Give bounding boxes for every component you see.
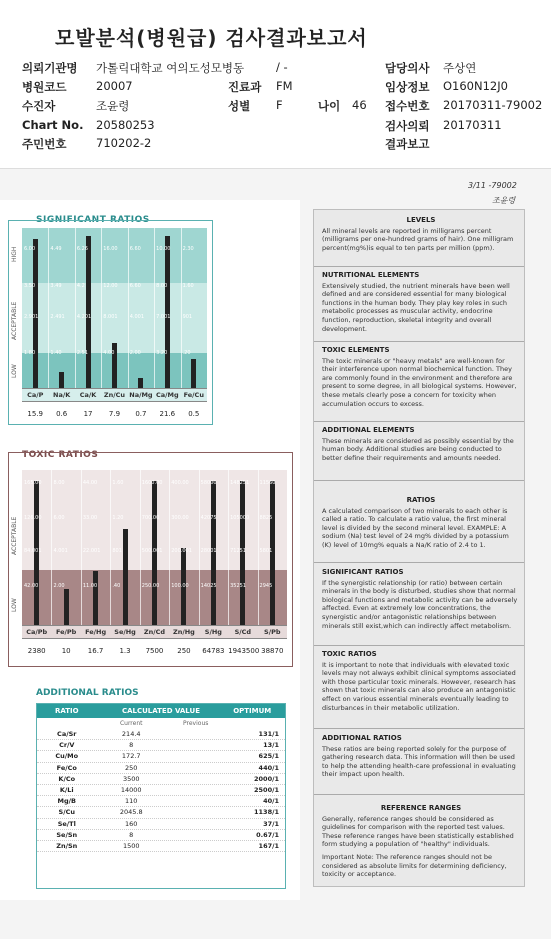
significant-tick-label: 6.00 bbox=[24, 246, 36, 252]
report-title: 모발분석(병원급) 검사결과보고서 bbox=[55, 26, 368, 50]
significant-tick-label: 2.901 bbox=[24, 314, 39, 320]
table-row bbox=[37, 729, 285, 740]
significant-tick-label: 10.00 bbox=[156, 246, 171, 252]
toxic-tick-label: 35251 bbox=[230, 583, 247, 589]
significant-column-value: 15.9 bbox=[27, 410, 43, 418]
significant-tick-label: 4.00 bbox=[103, 350, 115, 356]
significant-tick-label: 6.60 bbox=[129, 246, 141, 252]
reference-ranges-section bbox=[322, 804, 520, 879]
toxic-zone-label-low: LOW bbox=[11, 598, 18, 612]
current-cell: 214.4 bbox=[121, 730, 141, 739]
ratio-cell: Mg/B bbox=[57, 797, 76, 806]
dept-value: FM bbox=[276, 79, 293, 93]
toxic-ratios-section bbox=[322, 650, 520, 712]
toxic-tick-label: 105000 bbox=[230, 515, 250, 521]
toxic-col-divider bbox=[228, 470, 229, 625]
significant-ratios-heading: SIGNIFICANT RATIOS bbox=[322, 568, 404, 576]
receipt-value: 20170311-79002 bbox=[443, 98, 543, 112]
ratio-cell: Se/Sn bbox=[56, 830, 78, 839]
significant-col-divider bbox=[48, 228, 49, 388]
significant-col-divider bbox=[181, 228, 182, 388]
toxic-tick-label: 2945 bbox=[259, 583, 273, 589]
significant-column-label: Na/Mg bbox=[129, 391, 153, 399]
significant-tick-label: 2.00 bbox=[129, 350, 141, 356]
toxic-tick-label: 1600.00 bbox=[141, 480, 163, 486]
hospital-code-label: 병원코드 bbox=[22, 80, 67, 94]
significant-column-value: 0.5 bbox=[188, 410, 200, 418]
ratio-cell: Fe/Co bbox=[56, 763, 77, 772]
institution-label: 의뢰기관명 bbox=[22, 61, 78, 75]
toxic-tick-label: 84.001 bbox=[24, 548, 42, 554]
toxic-column-value: 10 bbox=[61, 647, 71, 655]
significant-ratios-text: If the synergistic relationship (or ratio) between certain minerals in the body is disturbed, studies show that normal biological functions and metabolic activity can be adversely affected. Even at extremely low concentrations, the synergistic and/or antagonistic relationships between minerals still exist,which can indirectly affect metabolism. bbox=[322, 578, 518, 630]
toxic-tick-label: 11560 bbox=[259, 480, 276, 486]
additional-ratios-title: ADDITIONAL RATIOS bbox=[36, 688, 139, 698]
col-previous: Previous bbox=[183, 720, 209, 727]
toxic-column-value: 64783 bbox=[202, 647, 225, 655]
handwritten-note-1: 3/11 -79002 bbox=[468, 181, 517, 190]
significant-tick-label: 4.49 bbox=[50, 246, 62, 252]
significant-column-value: 21.6 bbox=[159, 410, 176, 418]
significant-column-label: Ca/P bbox=[27, 391, 44, 399]
toxic-tick-label: 2.00 bbox=[53, 583, 65, 589]
institution-row bbox=[22, 60, 78, 76]
toxic-column-label: Zn/Hg bbox=[173, 628, 195, 636]
toxic-tick-label: 5801 bbox=[259, 548, 273, 554]
significant-column-label: Fe/Cu bbox=[183, 391, 204, 399]
toxic-col-divider bbox=[199, 470, 200, 625]
toxic-column-value: 2380 bbox=[27, 647, 46, 655]
hospital-code-value: 20007 bbox=[96, 79, 133, 93]
patient-value: 조윤령 bbox=[96, 99, 130, 113]
toxic-tick-label: 14025 bbox=[200, 583, 217, 589]
significant-ratios-section bbox=[322, 568, 520, 630]
optimum-cell: 0.67/1 bbox=[256, 830, 280, 839]
sex-label: 성별 bbox=[228, 99, 251, 113]
ratio-cell: Ca/Sr bbox=[57, 730, 77, 739]
toxic-column-value: 1.3 bbox=[119, 647, 131, 655]
toxic-tick-label: 250.00 bbox=[141, 583, 160, 589]
toxic-tick-label: 8825 bbox=[259, 515, 273, 521]
toxic-elements-heading: TOXIC ELEMENTS bbox=[322, 346, 390, 354]
levels-text: All mineral levels are reported in milligrams percent (milligrams per one-hundred grams of hair). One milligram percent(mg%)is equal to ten parts per million (ppm). bbox=[322, 226, 514, 252]
current-cell: 1500 bbox=[122, 841, 140, 850]
significant-col-divider bbox=[128, 228, 129, 388]
additional-elements-section bbox=[322, 426, 520, 462]
significant-tick-label: 4.201 bbox=[76, 314, 92, 320]
optimum-cell: 2500/1 bbox=[254, 786, 280, 795]
significant-col-divider bbox=[75, 228, 76, 388]
table-row bbox=[37, 751, 285, 762]
significant-tick-label: .20 bbox=[182, 350, 191, 356]
toxic-tick-label: 400.00 bbox=[171, 480, 189, 486]
ratio-cell: K/Co bbox=[58, 774, 76, 783]
toxic-column-value: 250 bbox=[177, 647, 191, 655]
significant-tick-label: 3.49 bbox=[50, 283, 62, 289]
current-cell: 2045.8 bbox=[119, 808, 143, 817]
institution-extra: / - bbox=[276, 60, 288, 74]
patient-label: 수진자 bbox=[22, 99, 56, 113]
significant-tick-label: 3.20 bbox=[156, 350, 168, 356]
report-header bbox=[0, 0, 551, 168]
col-optimum: OPTIMUM bbox=[233, 707, 272, 715]
significant-ratios-title: SIGNIFICANT RATIOS bbox=[36, 215, 150, 225]
significant-tick-label: 901 bbox=[182, 314, 193, 320]
significant-column-value: 0.7 bbox=[135, 410, 147, 418]
toxic-bar bbox=[64, 589, 69, 625]
optimum-cell: 440/1 bbox=[258, 763, 280, 772]
significant-tick-label: 7.001 bbox=[156, 314, 171, 320]
high-zone bbox=[22, 228, 207, 283]
request-value: 20170311 bbox=[443, 118, 502, 132]
additional-elements-text: These minerals are considered as possibly essential by the human body. Additional studies are being conducted to better define their requirements and amounts needed. bbox=[322, 436, 514, 462]
table-row bbox=[37, 819, 285, 830]
toxic-col-divider bbox=[51, 470, 52, 625]
sex-value: F bbox=[276, 98, 283, 112]
significant-tick-label: 2.51 bbox=[76, 350, 88, 356]
significant-column-label: Ca/Mg bbox=[156, 391, 179, 399]
toxic-tick-label: 33.00 bbox=[82, 515, 98, 521]
dept-label: 진료과 bbox=[228, 80, 262, 94]
table-row bbox=[37, 763, 285, 774]
significant-tick-label: 16.00 bbox=[103, 246, 118, 252]
additional-ratios-heading: ADDITIONAL RATIOS bbox=[322, 734, 402, 742]
toxic-column-label: Fe/Pb bbox=[55, 628, 77, 636]
toxic-column-label: Ca/Pb bbox=[26, 628, 48, 636]
toxic-tick-label: 28001 bbox=[200, 548, 217, 554]
toxic-tick-label: 42075 bbox=[200, 515, 217, 521]
toxic-column-label: Fe/Hg bbox=[85, 628, 107, 636]
toxic-bar bbox=[123, 529, 128, 625]
optimum-cell: 625/1 bbox=[258, 752, 280, 761]
report-label: 결과보고 bbox=[385, 137, 430, 151]
significant-tick-label: 1.60 bbox=[182, 283, 194, 289]
significant-tick-label: 2.491 bbox=[50, 314, 65, 320]
current-cell: 3500 bbox=[122, 774, 140, 783]
col-ratio: RATIO bbox=[54, 707, 79, 715]
additional-ratios-section bbox=[322, 734, 520, 779]
significant-tick-label: 12.00 bbox=[103, 283, 118, 289]
table-row bbox=[37, 841, 285, 852]
toxic-tick-label: 148251 bbox=[230, 480, 250, 486]
info-panel bbox=[313, 209, 525, 887]
table-row bbox=[37, 807, 285, 818]
table-row bbox=[37, 774, 285, 785]
toxic-tick-label: 165.00 bbox=[24, 480, 42, 486]
chart-no-label: Chart No. bbox=[22, 118, 84, 132]
toxic-tick-label: 1.60 bbox=[112, 480, 124, 486]
zone-label-acceptable: ACCEPTABLE bbox=[11, 301, 18, 340]
clinical-value: O160N12J0 bbox=[443, 79, 508, 93]
levels-section bbox=[322, 216, 520, 252]
levels-heading: LEVELS bbox=[406, 216, 436, 224]
reference-ranges-text: Generally, reference ranges should be considered as guidelines for comparison with the reported test values. These reference ranges have been statistically established form studying a population of "healthy" individuals. bbox=[322, 814, 514, 849]
significant-column-value: 17 bbox=[83, 410, 93, 418]
toxic-tick-label: 500.001 bbox=[141, 548, 163, 554]
age-label: 나이 bbox=[318, 99, 341, 113]
handwritten-note-2: 조윤령 bbox=[492, 196, 516, 205]
toxic-tick-label: 4.001 bbox=[53, 548, 68, 554]
toxic-ratios-text: It is important to note that individuals with elevated toxic levels may not always exhibit clinical symptoms associated with those particular toxic minerals. However, research has shown that toxic minerals can also produce an antagonistic effect on various essential minerals eventually leading to disturbances in their metabolic utilization. bbox=[322, 660, 516, 712]
significant-column-label: Na/K bbox=[53, 391, 71, 399]
optimum-cell: 1138/1 bbox=[254, 808, 280, 817]
significant-bar bbox=[138, 378, 143, 388]
toxic-column-value: 38870 bbox=[261, 647, 284, 655]
toxic-tick-label: 700.00 bbox=[141, 515, 160, 521]
zone-label-high: HIGH bbox=[11, 246, 18, 262]
significant-column-value: 0.6 bbox=[56, 410, 68, 418]
additional-elements-heading: ADDITIONAL ELEMENTS bbox=[322, 426, 415, 434]
nutritional-section bbox=[322, 271, 520, 333]
toxic-tick-label: 100.00 bbox=[171, 583, 189, 589]
toxic-tick-label: 8.00 bbox=[53, 480, 65, 486]
significant-col-divider bbox=[101, 228, 102, 388]
toxic-elements-text: The toxic minerals or "heavy metals" are well-known for their interference upon normal biochemical function. They are commonly found in the environment and therefore are present to some degree, in all biological systems. However, these metals clearly pose a concern for toxicity when accumulation occurs to excess. bbox=[322, 356, 517, 408]
significant-column-value: 7.9 bbox=[108, 410, 121, 418]
significant-tick-label: 6.60 bbox=[129, 283, 141, 289]
significant-bar bbox=[165, 236, 170, 388]
toxic-col-divider bbox=[110, 470, 111, 625]
table-row bbox=[37, 796, 285, 807]
significant-tick-label: 2.30 bbox=[182, 246, 194, 252]
toxic-ratios-title: TOXIC RATIOS bbox=[22, 450, 99, 460]
toxic-tick-label: 58000 bbox=[200, 480, 217, 486]
table-subheader bbox=[37, 718, 285, 729]
optimum-cell: 40/1 bbox=[263, 797, 280, 806]
significant-tick-label: 4.001 bbox=[129, 314, 145, 320]
toxic-col-divider bbox=[140, 470, 141, 625]
toxic-tick-label: 11.00 bbox=[82, 583, 98, 589]
table-body bbox=[37, 729, 285, 852]
nutritional-heading: NUTRITIONAL ELEMENTS bbox=[322, 271, 420, 279]
age-value: 46 bbox=[352, 98, 367, 112]
ratio-cell: Zn/Sn bbox=[56, 841, 78, 850]
reference-ranges-heading: REFERENCE RANGES bbox=[380, 804, 462, 812]
toxic-col-divider bbox=[81, 470, 82, 625]
significant-tick-label: 8.001 bbox=[103, 314, 118, 320]
optimum-cell: 131/1 bbox=[258, 730, 280, 739]
ratios-text: A calculated comparison of two minerals to each other is called a ratio. To calculate a ratio value, the first mineral level is divided by the second mineral level. EXAMPLE: A sodium (Na) test level of 24 mg% divided by a potassium (K) level of 10mg% equals a Na/K ratio of 2.4 to 1. bbox=[322, 506, 509, 549]
receipt-label: 접수번호 bbox=[385, 99, 430, 113]
toxic-tick-label: 1.20 bbox=[112, 515, 124, 521]
significant-col-divider bbox=[154, 228, 155, 388]
significant-column-label: Zn/Cu bbox=[103, 391, 126, 399]
toxic-column-value: 16.7 bbox=[87, 647, 104, 655]
chart-no-value: 20580253 bbox=[96, 118, 155, 132]
toxic-bar bbox=[93, 571, 98, 625]
table-row bbox=[37, 740, 285, 751]
toxic-column-label: S/Hg bbox=[204, 628, 222, 636]
current-cell: 14000 bbox=[120, 786, 142, 795]
toxic-tick-label: 22.001 bbox=[82, 548, 101, 554]
significant-bar bbox=[86, 236, 91, 388]
significant-tick-label: 8.00 bbox=[156, 283, 168, 289]
table-row bbox=[37, 785, 285, 796]
toxic-zone-label-acceptable: ACCEPTABLE bbox=[11, 516, 18, 555]
current-cell: 110 bbox=[125, 797, 138, 806]
toxic-tick-label: 71251 bbox=[230, 548, 247, 554]
zone-label-low: LOW bbox=[11, 364, 18, 378]
significant-bar bbox=[191, 359, 196, 388]
col-current: Current bbox=[119, 720, 143, 727]
additional-ratios-text: These ratios are being reported solely for the purpose of gathering research data. This information will then be used to help the attending health-care professional in evaluating their impact upon health. bbox=[322, 744, 516, 779]
current-cell: 8 bbox=[129, 830, 134, 839]
important-note-text: Important Note: The reference ranges should not be considered as absolute limits for determining deficiency, toxicity or acceptance. bbox=[322, 852, 507, 879]
table-row bbox=[37, 830, 285, 841]
nutritional-text: Extensively studied, the nutrient minerals have been well defined and are considered essential for many biological functions in the human body. They play key roles in such metabolic processes as muscular activity, endocrine function, reproduction, skeletal integrity and overall development. bbox=[322, 281, 510, 333]
significant-tick-label: 4.2 bbox=[76, 283, 85, 289]
request-label: 검사의뢰 bbox=[385, 119, 430, 133]
toxic-tick-label: 300.00 bbox=[171, 515, 189, 521]
toxic-column-label: S/Pb bbox=[264, 628, 281, 636]
optimum-cell: 13/1 bbox=[263, 741, 280, 750]
optimum-cell: 2000/1 bbox=[254, 774, 280, 783]
resident-label: 주민번호 bbox=[22, 137, 67, 151]
toxic-elements-section bbox=[322, 346, 520, 408]
toxic-col-divider bbox=[169, 470, 170, 625]
ratio-cell: S/Cu bbox=[58, 808, 75, 817]
doctor-value: 주상연 bbox=[443, 61, 477, 75]
significant-bar bbox=[59, 372, 64, 388]
toxic-column-label: S/Cd bbox=[234, 628, 252, 636]
significant-column-label: Ca/K bbox=[79, 391, 97, 399]
toxic-ratios-heading: TOXIC RATIOS bbox=[322, 650, 377, 658]
ratio-cell: K/Li bbox=[59, 786, 74, 795]
ratios-section bbox=[322, 496, 520, 550]
toxic-tick-label: 6.00 bbox=[53, 515, 65, 521]
institution-value: 가톨릭대학교 여의도성모병동 bbox=[96, 61, 245, 75]
toxic-tick-label: 44.00 bbox=[82, 480, 98, 486]
toxic-tick-label: 126.00 bbox=[24, 515, 42, 521]
significant-tick-label: 3.50 bbox=[24, 283, 36, 289]
significant-tick-label: 1.40 bbox=[50, 350, 62, 356]
toxic-column-value: 7500 bbox=[145, 647, 164, 655]
doctor-label: 담당의사 bbox=[385, 61, 430, 75]
ratios-heading: RATIOS bbox=[406, 496, 436, 504]
col-calculated: CALCULATED VALUE bbox=[121, 707, 200, 715]
ratio-cell: Cr/V bbox=[59, 741, 75, 750]
current-cell: 8 bbox=[129, 741, 134, 750]
significant-tick-label: 6.26 bbox=[76, 246, 88, 252]
toxic-tick-label: .40 bbox=[112, 583, 121, 589]
ratio-cell: Se/Tl bbox=[57, 819, 76, 828]
additional-ratios-table bbox=[36, 703, 286, 889]
toxic-column-label: Zn/Cd bbox=[143, 628, 166, 636]
resident-value: 710202-2 bbox=[96, 136, 152, 150]
current-cell: 172.7 bbox=[121, 752, 141, 761]
toxic-tick-label: 42.00 bbox=[24, 583, 39, 589]
toxic-tick-label: 801 bbox=[112, 548, 122, 554]
toxic-column-label: Se/Hg bbox=[114, 628, 136, 636]
ratio-cell: Cu/Mo bbox=[55, 752, 79, 761]
optimum-cell: 37/1 bbox=[263, 819, 280, 828]
optimum-cell: 167/1 bbox=[258, 841, 280, 850]
toxic-column-value: 1943500 bbox=[228, 647, 260, 655]
significant-tick-label: 1.80 bbox=[24, 350, 36, 356]
clinical-label: 임상정보 bbox=[385, 80, 430, 94]
current-cell: 160 bbox=[125, 819, 138, 828]
toxic-col-divider bbox=[258, 470, 259, 625]
table-header bbox=[37, 704, 285, 718]
current-cell: 250 bbox=[125, 763, 138, 772]
toxic-tick-label: 200.001 bbox=[171, 548, 192, 554]
